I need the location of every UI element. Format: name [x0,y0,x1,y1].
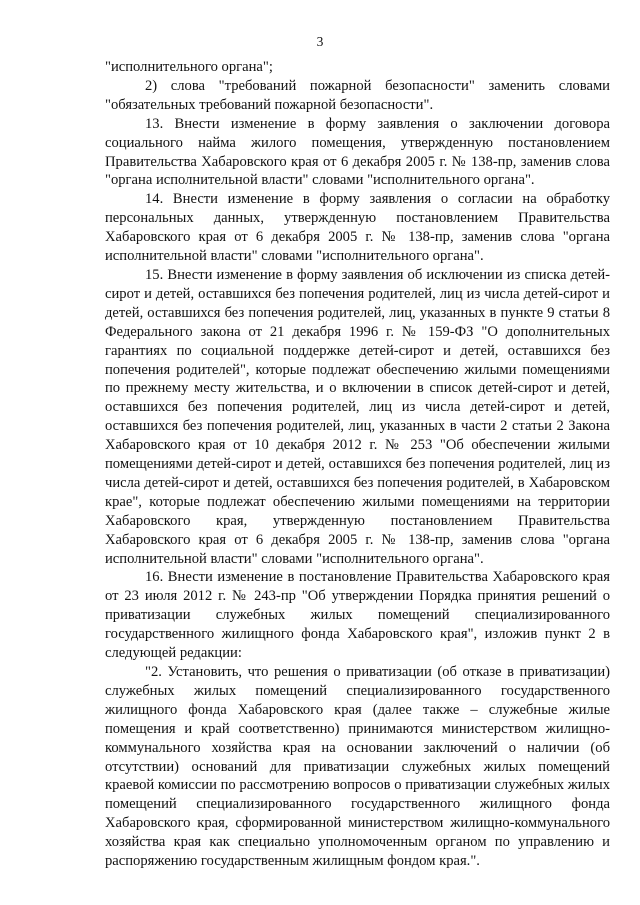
paragraph-item-16: 16. Внести изменение в постановление Правительства Хабаровского края от 23 июля 2012 г. № 243-пр "Об утверждении Порядка принятия решений о приватизации служебных жилых помещений специализированного государственного жилищного фонда Хабаровского края", изложив пункт 2 в следующей редакции: [105,569,610,662]
paragraph-item-14: 14. Внести изменение в форму заявления о согласии на обработку персональных данных, утвержденную постановлением Правительства Хабаровского края от 6 декабря 2005 г. № 138-пр, заменив слова "органа исполнительной власти" словами "исполнительного органа". [105,191,610,265]
document-body [105,58,610,871]
paragraph-item-13: 13. Внести изменение в форму заявления о заключении договора социального найма жилого помещения, утвержденную постановлением Правительства Хабаровского края от 6 декабря 2005 г. № 138-пр, заменив слова "органа исполнительной власти" словами "исполнительного органа". [105,115,610,189]
paragraph-continuation: "исполнительного органа"; [105,59,273,75]
paragraph-item-15: 15. Внести изменение в форму заявления об исключении из списка детей-сирот и детей, оставшихся без попечения родителей, лиц из числа детей-сирот и детей, оставшихся без попечения родителей, лиц, указанных в пункте 9 статьи 8 Федерального закона от 21 декабря 1996 г. № 159-ФЗ "О дополнительных гарантиях по социальной поддержке детей-сирот и детей, оставшихся без попечения родителей", которые подлежат обеспечению жилыми помещениями по прежнему месту жительства, и о включении в список детей-сирот и детей, оставшихся без попечения родителей, лиц из числа детей-сирот и детей, оставшихся без попечения родителей, лиц, указанных в части 2 статьи 2 Закона Хабаровского края от 10 декабря 2012 г. № 253 "Об обеспечении жилыми помещениями детей-сирот и детей, оставшихся без попечения родителей, лиц из числа детей-сирот и детей, оставшихся без попечения родителей, в Хабаровском крае", которые подлежат обеспечению жилыми помещениями на территории Хабаровского края, утвержденную постановлением Правительства Хабаровского края от 6 декабря 2005 г. № 138-пр, заменив слова "органа исполнительной власти" словами "исполнительного органа". [105,266,610,567]
paragraph-item-2: 2) слова "требований пожарной безопасности" заменить словами "обязательных требований пожарной безопасности". [105,77,610,113]
paragraph-new-wording-item-2: "2. Установить, что решения о приватизации (об отказе в приватизации) служебных жилых помещений специализированного государственного жилищного фонда Хабаровского края (далее также – служебные жилые помещения и край соответственно) принимаются министерством жилищно-коммунального хозяйства края на основании заключений о наличии (об отсутствии) оснований для приватизации служебных жилых помещений краевой комиссии по рассмотрению вопросов о приватизации служебных жилых помещений специализированного государственного жилищного фонда Хабаровского края, сформированной министерством жилищно-коммунального хозяйства края как специально уполномоченным органом по управлению и распоряжению государственным жилищным фондом края.". [105,664,610,870]
page-number: 3 [316,34,324,49]
